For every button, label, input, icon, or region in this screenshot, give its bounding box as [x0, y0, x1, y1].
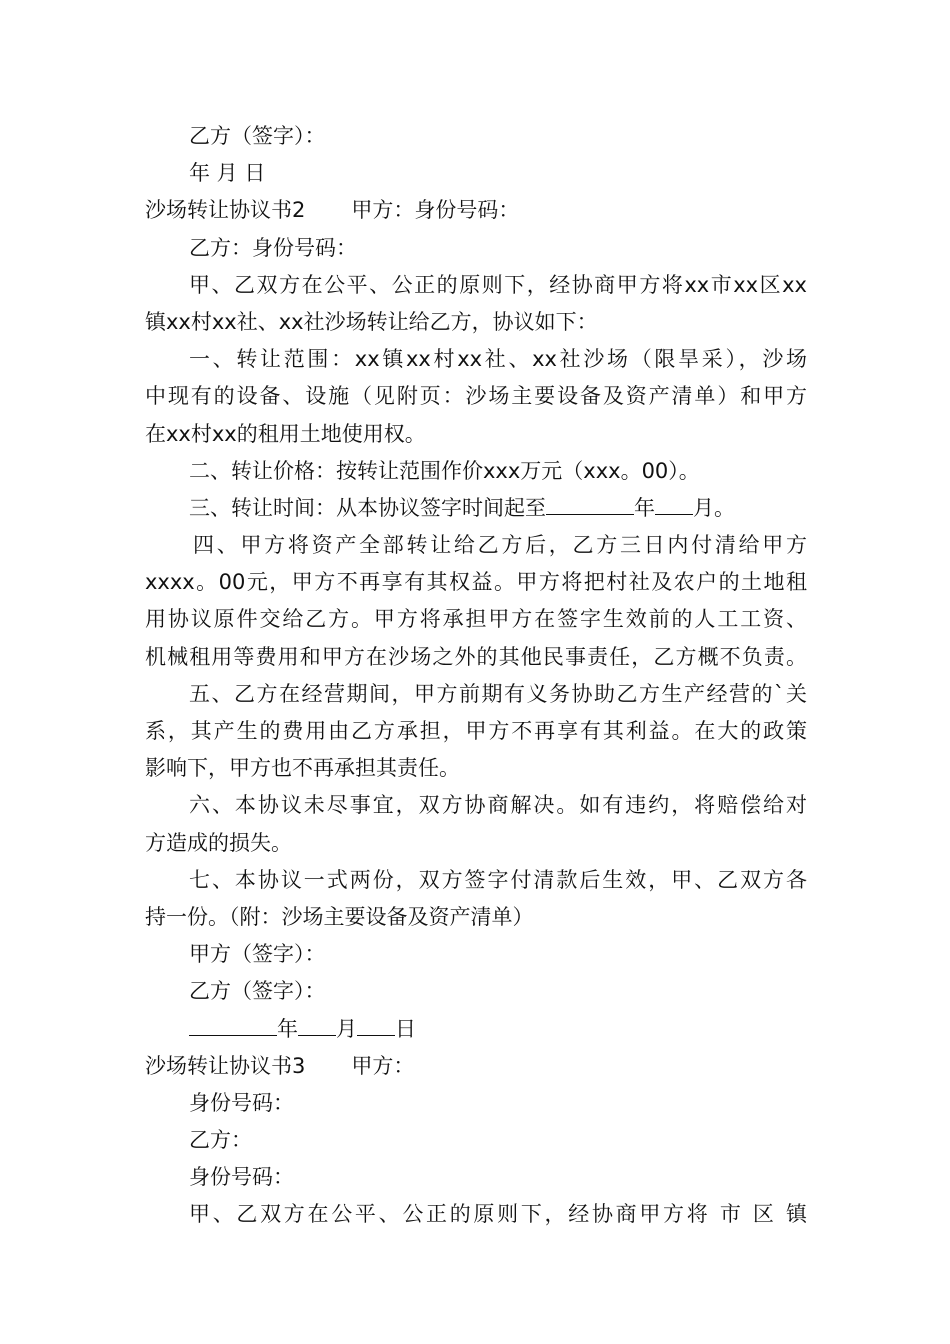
- section-heading-2: [145, 192, 807, 229]
- paragraph-line: 影响下，甲方也不再承担其责任。: [145, 756, 460, 781]
- month-blank: [655, 490, 693, 515]
- date-line: 年 月 日: [189, 161, 266, 186]
- party-b-signature: 乙方（签字）：: [189, 124, 326, 148]
- section-heading-3: [145, 1048, 807, 1085]
- paragraph-line: 镇xx村xx社、xx社沙场转让给乙方，协议如下：: [145, 309, 598, 334]
- paragraph-line: 在xx村xx的租用土地使用权。: [145, 421, 426, 446]
- paragraph-line: 七、本协议一式两份，双方签字付清款后生效，甲、乙双方各: [189, 867, 807, 892]
- party-a-signature: 甲方（签字）：: [189, 942, 326, 967]
- paragraph-line: 系，其产生的费用由乙方承担，甲方不再享有其利益。在大的政策: [145, 719, 807, 743]
- month-label: 月。: [693, 495, 735, 520]
- paragraph-line: 一、转让范围：xx镇xx村xx社、xx社沙场（限旱采），沙场: [189, 347, 807, 372]
- paragraph-line: 持一份。（附：沙场主要设备及资产清单）: [145, 904, 534, 929]
- paragraph-line: 五、乙方在经营期间，甲方前期有义务协助乙方生产经营的`关: [189, 681, 807, 706]
- party-b-signature: 乙方（签字）：: [189, 979, 326, 1004]
- paragraph-line: 用协议原件交给乙方。甲方将承担甲方在签字生效前的人工工资、: [145, 607, 807, 632]
- party-a-id: 甲方：身份号码：: [351, 198, 520, 223]
- paragraph-line: 甲、乙双方在公平、公正的原则下，经协商甲方将xx市xx区xx: [189, 272, 807, 297]
- paragraph-line: 中现有的设备、设施（见附页：沙场主要设备及资产清单）和甲方: [145, 384, 807, 409]
- year-blank: [546, 490, 634, 515]
- transfer-time-line: [145, 490, 807, 527]
- id-number-label: 身份号码：: [189, 1090, 294, 1115]
- document-body: [145, 118, 807, 1234]
- day-label: 日: [395, 1016, 416, 1041]
- paragraph-line: 甲、乙双方在公平、公正的原则下，经协商甲方将 市 区 镇: [189, 1202, 807, 1227]
- paragraph-line: xxxx。00元，甲方不再享有其权益。甲方将把村社及农户的土地租: [145, 570, 807, 595]
- paragraph-line: 方造成的损失。: [145, 830, 292, 855]
- party-b-label: 乙方：: [189, 1128, 252, 1153]
- paragraph-line: 机械租用等费用和甲方在沙场之外的其他民事责任，乙方概不负责。: [145, 644, 807, 669]
- day-blank: [357, 1011, 395, 1036]
- year-blank: [189, 1011, 277, 1036]
- signing-date-line: [145, 1011, 807, 1048]
- month-blank: [298, 1011, 336, 1036]
- section-title-2: 沙场转让协议书2: [145, 198, 306, 223]
- paragraph-line: 四、甲方将资产全部转让给乙方后，乙方三日内付清给甲方: [193, 533, 807, 558]
- section-title-3: 沙场转让协议书3: [145, 1053, 306, 1078]
- year-label: 年: [277, 1016, 298, 1041]
- paragraph-line: 二、转让价格：按转让范围作价xxx万元（xxx。00）。: [189, 458, 700, 483]
- month-label: 月: [336, 1016, 357, 1041]
- id-number-label: 身份号码：: [189, 1165, 294, 1190]
- clause-text: 三、转让时间：从本协议签字时间起至: [189, 495, 546, 520]
- party-a-label: 甲方：: [351, 1053, 415, 1078]
- year-label: 年: [634, 495, 655, 520]
- paragraph-line: 六、本协议未尽事宜，双方协商解决。如有违约，将赔偿给对: [189, 793, 807, 818]
- party-b-id: 乙方：身份号码：: [189, 235, 357, 260]
